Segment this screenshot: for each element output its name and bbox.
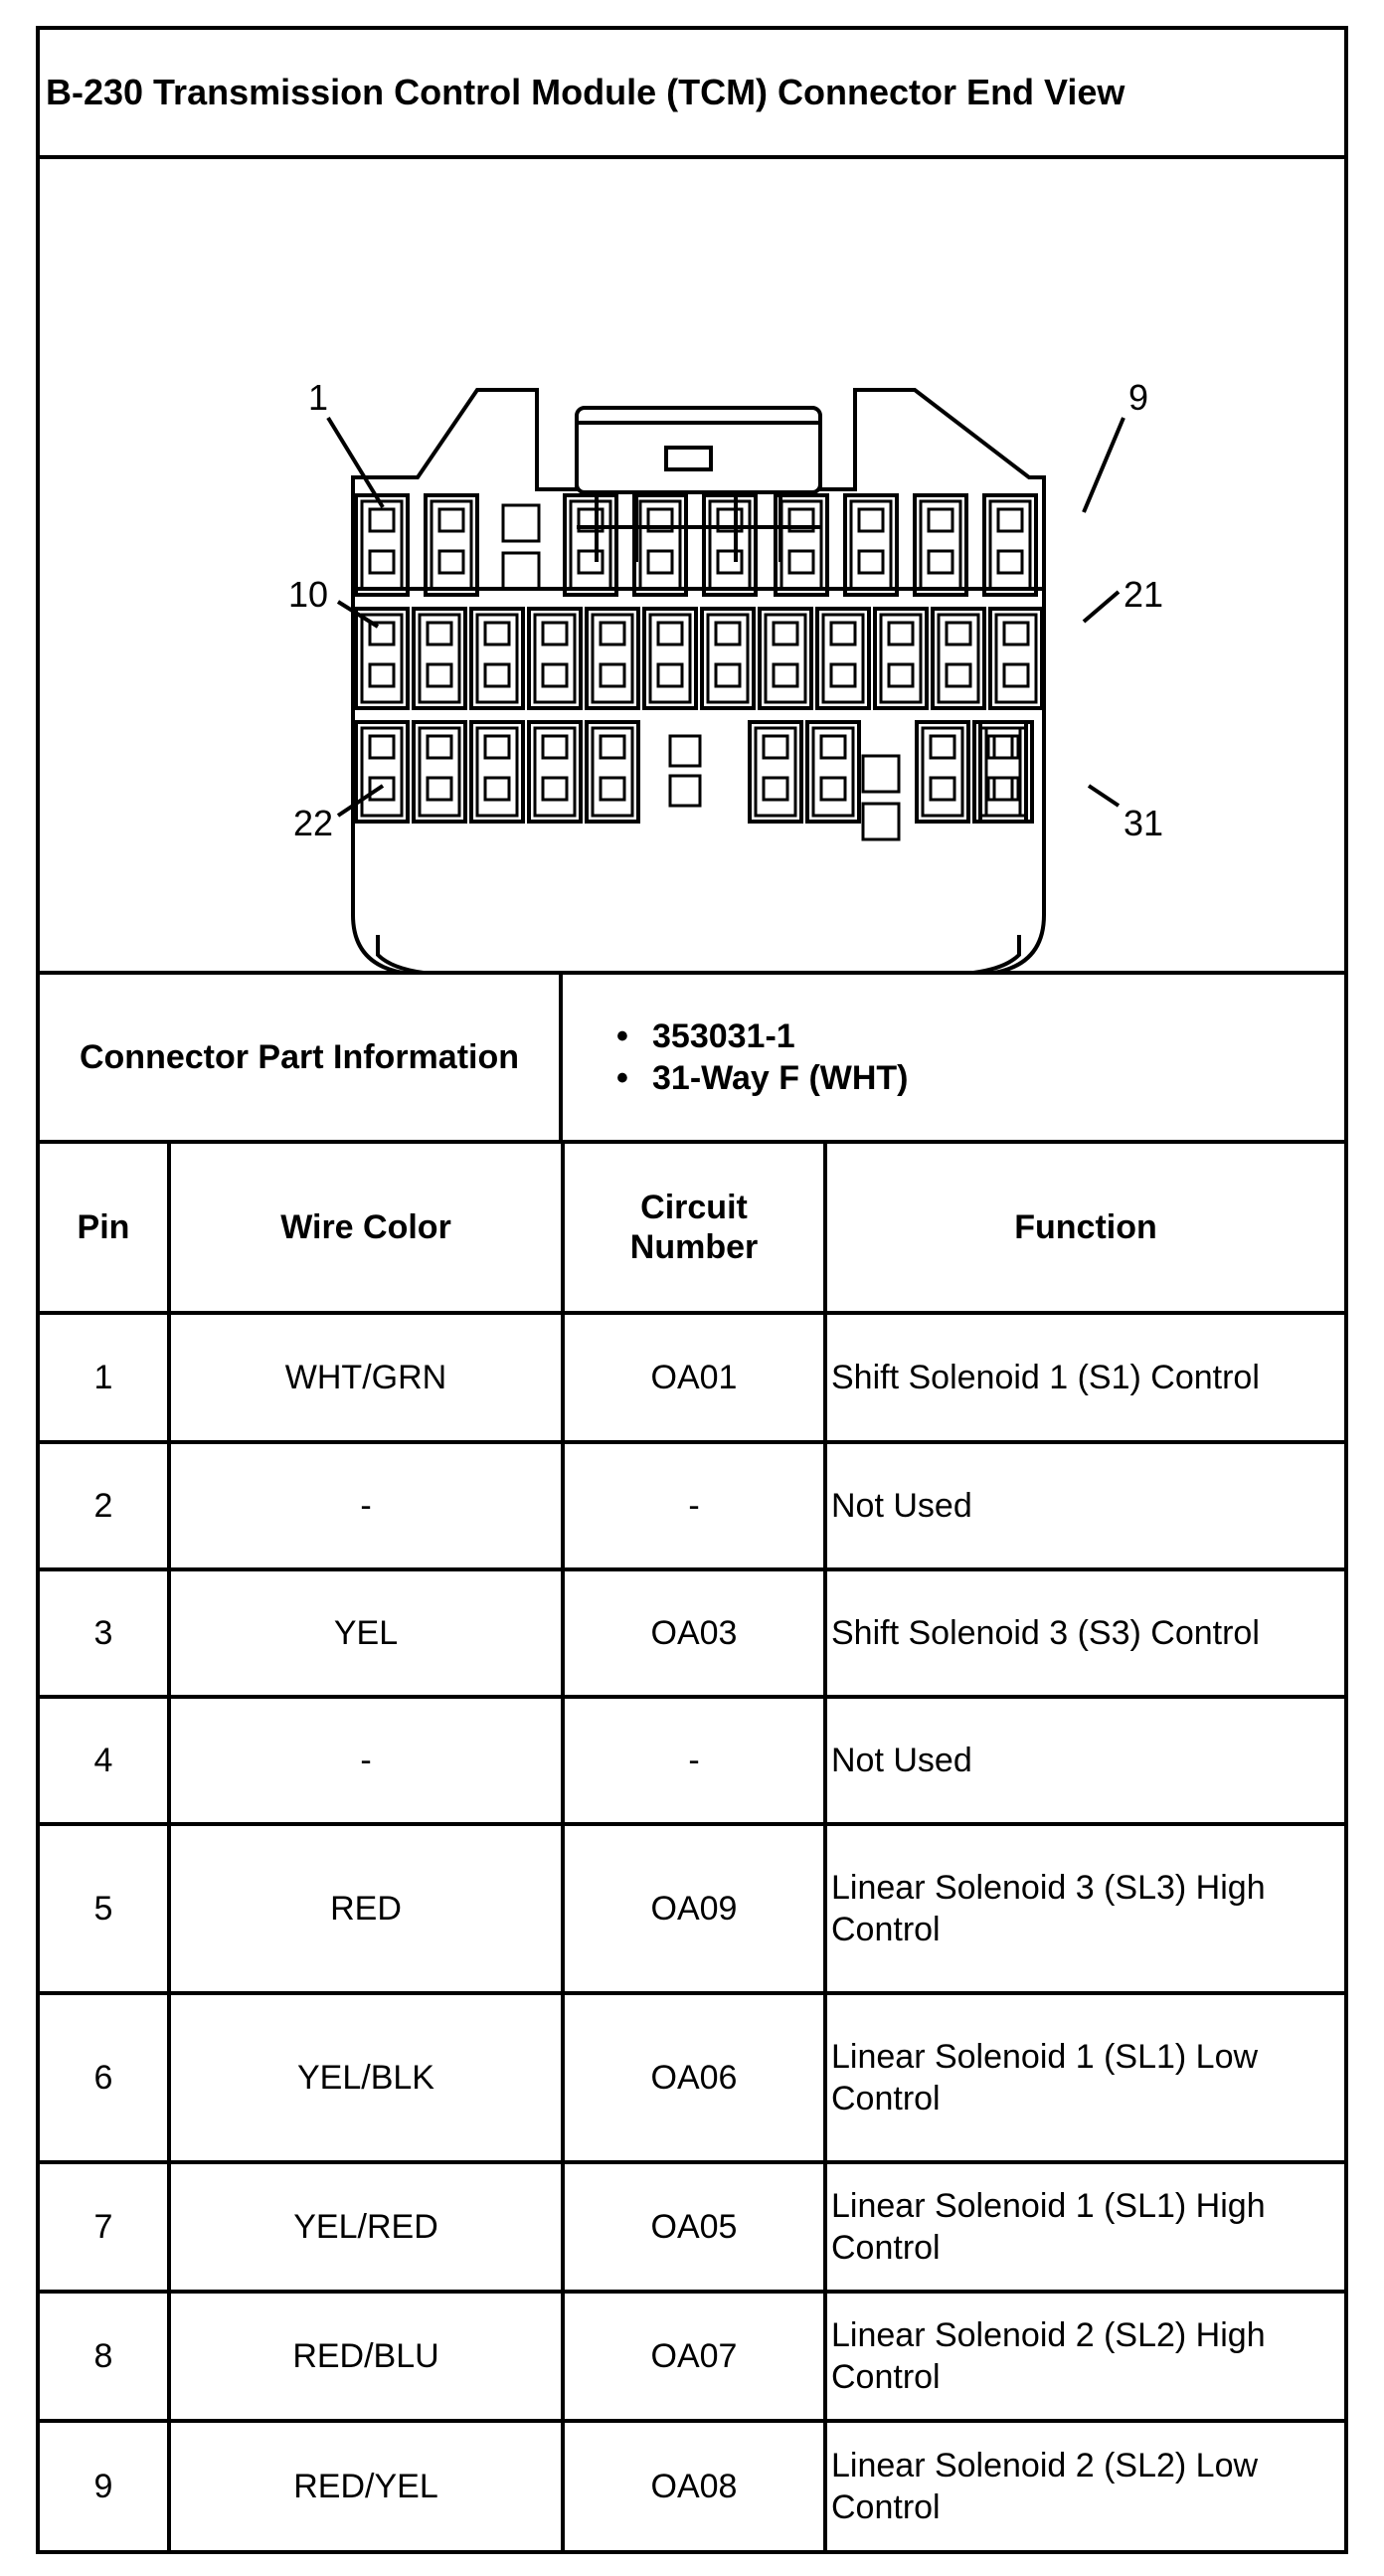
circuit-number-cell: OA09 <box>563 1824 825 1993</box>
callout-31: 31 <box>1124 803 1164 843</box>
function-cell: Linear Solenoid 2 (SL2) High Control <box>825 2292 1344 2421</box>
circuit-number-cell: OA06 <box>563 1993 825 2162</box>
blank-cavity <box>863 804 899 839</box>
table-row <box>40 1313 1344 1442</box>
wire-color-cell: - <box>169 1697 563 1824</box>
table-row <box>40 1569 1344 1697</box>
blank-cavity <box>863 756 899 792</box>
pin-cavity-row1 <box>915 495 966 595</box>
callout-21: 21 <box>1124 574 1164 615</box>
pin-cavity-row3 <box>807 722 859 822</box>
pin-cavity-row2 <box>471 609 523 708</box>
function-cell: Shift Solenoid 1 (S1) Control <box>825 1313 1344 1442</box>
header-circuit-number: Circuit Number <box>563 1144 825 1313</box>
wire-color-cell: WHT/GRN <box>169 1313 563 1442</box>
blank-cavity <box>503 505 539 541</box>
callout-9: 9 <box>1128 377 1149 418</box>
part-info-list <box>563 975 1344 1140</box>
header-wire-color: Wire Color <box>169 1144 563 1313</box>
part-number: • 353031-1 <box>652 1015 1344 1057</box>
pin-cell: 8 <box>40 2292 169 2421</box>
function-cell: Linear Solenoid 1 (SL1) Low Control <box>825 1993 1344 2162</box>
blank-cavity <box>503 553 539 589</box>
connector-part-info-row <box>40 975 1344 1144</box>
connector-document <box>36 26 1348 2554</box>
pin-cavity-row2 <box>875 609 927 708</box>
pin-cell: 4 <box>40 1697 169 1824</box>
table-header-row <box>40 1144 1344 1313</box>
circuit-number-cell: OA08 <box>563 2421 825 2550</box>
callout-22: 22 <box>293 803 334 843</box>
circuit-number-cell: - <box>563 1697 825 1824</box>
wire-color-cell: YEL/BLK <box>169 1993 563 2162</box>
header-function: Function <box>825 1144 1344 1313</box>
pin-cell: 6 <box>40 1993 169 2162</box>
callout-1: 1 <box>308 377 329 418</box>
function-cell: Shift Solenoid 3 (S3) Control <box>825 1569 1344 1697</box>
pin-cavity-row3 <box>471 722 523 822</box>
connector-diagram <box>40 159 1344 971</box>
callout-10: 10 <box>288 574 329 615</box>
part-info-label: Connector Part Information <box>40 975 563 1140</box>
pin-cavity-row2 <box>414 609 465 708</box>
pin-cell: 9 <box>40 2421 169 2550</box>
part-description: • 31-Way F (WHT) <box>652 1057 1344 1099</box>
pin-cavity-row1 <box>704 495 756 595</box>
pin-cavity-row2 <box>817 609 869 708</box>
header-pin: Pin <box>40 1144 169 1313</box>
circuit-number-cell: OA03 <box>563 1569 825 1697</box>
pin-cell: 1 <box>40 1313 169 1442</box>
circuit-number-cell: OA07 <box>563 2292 825 2421</box>
table-row <box>40 2292 1344 2421</box>
circuit-number-cell: OA05 <box>563 2162 825 2292</box>
pin-cavity-row1 <box>426 495 477 595</box>
function-cell: Linear Solenoid 2 (SL2) Low Control <box>825 2421 1344 2550</box>
pin-cavity-row3 <box>750 722 801 822</box>
table-row <box>40 1993 1344 2162</box>
callout-line-21 <box>1084 592 1119 622</box>
pin-cavity-row1 <box>634 495 686 595</box>
wire-color-cell: RED/BLU <box>169 2292 563 2421</box>
pin-cavity-row2 <box>702 609 754 708</box>
pin-cavity-row1 <box>845 495 897 595</box>
circuit-number-cell: - <box>563 1442 825 1569</box>
pin-cavity-row3 <box>356 722 408 822</box>
pin-cavity-row2 <box>760 609 811 708</box>
pin-cavity-row3 <box>917 722 968 822</box>
blank-cavity <box>670 776 700 806</box>
wire-color-cell: - <box>169 1442 563 1569</box>
pin-cavity-row1 <box>984 495 1036 595</box>
blank-cavity <box>670 736 700 766</box>
function-cell: Not Used <box>825 1442 1344 1569</box>
pin-cavity-row2 <box>644 609 696 708</box>
pin-cavity-row2 <box>529 609 581 708</box>
document-title: B-230 Transmission Control Module (TCM) Connector End View <box>40 30 1344 159</box>
circuit-number-cell: OA01 <box>563 1313 825 1442</box>
connector-end-view <box>40 159 1344 975</box>
pin-cavity-row1 <box>565 495 616 595</box>
latch-housing <box>577 408 820 492</box>
callout-line-9 <box>1084 418 1124 512</box>
latch-window <box>666 448 711 469</box>
pin-cavity-row3 <box>587 722 638 822</box>
pin-cell: 2 <box>40 1442 169 1569</box>
table-row <box>40 2421 1344 2550</box>
pin-cell: 7 <box>40 2162 169 2292</box>
function-cell: Linear Solenoid 3 (SL3) High Control <box>825 1824 1344 1993</box>
pin-cavity-row2 <box>356 609 408 708</box>
pin-cavity-row1 <box>776 495 827 595</box>
wire-color-cell: RED <box>169 1824 563 1993</box>
housing-top-outline <box>353 390 1044 589</box>
wire-color-cell: YEL/RED <box>169 2162 563 2292</box>
pin-cell: 3 <box>40 1569 169 1697</box>
pin-cavity-row2 <box>587 609 638 708</box>
wire-color-cell: YEL <box>169 1569 563 1697</box>
table-row <box>40 1824 1344 1993</box>
table-row <box>40 1442 1344 1569</box>
pin-cavity-row2 <box>990 609 1042 708</box>
pin-cavity-row3 <box>414 722 465 822</box>
function-cell: Linear Solenoid 1 (SL1) High Control <box>825 2162 1344 2292</box>
pin-cavity-row2 <box>933 609 984 708</box>
pin-cavity-row1 <box>356 495 408 595</box>
callout-line-31 <box>1089 786 1119 806</box>
pin-cell: 5 <box>40 1824 169 1993</box>
table-row <box>40 1697 1344 1824</box>
function-cell: Not Used <box>825 1697 1344 1824</box>
pinout-table <box>40 1144 1344 2550</box>
table-row <box>40 2162 1344 2292</box>
wire-color-cell: RED/YEL <box>169 2421 563 2550</box>
pin-cavity-row3 <box>529 722 581 822</box>
